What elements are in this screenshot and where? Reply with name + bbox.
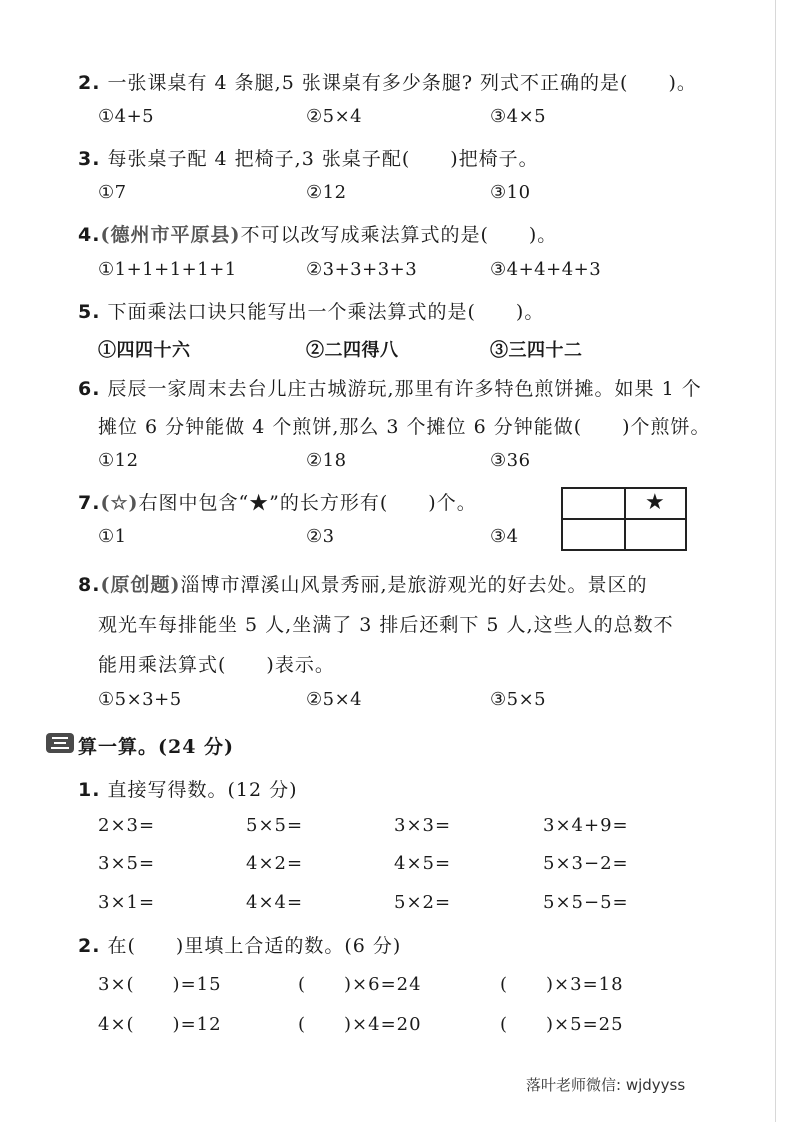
- fill-blank-item: ( )×4=20: [298, 1014, 422, 1035]
- option-c: ③4+4+4+3: [490, 259, 602, 280]
- fill-blank-item: 3×( )=15: [98, 974, 222, 995]
- calc-item: 3×3=: [394, 815, 452, 836]
- calc-item: 5×3−2=: [543, 853, 629, 874]
- rectangle-grid-figure: [561, 487, 687, 551]
- question-number: 7.: [78, 492, 101, 514]
- page-edge-line: [775, 0, 776, 1122]
- option-b: ②3+3+3+3: [306, 259, 418, 280]
- calc-item: 3×4+9=: [543, 815, 629, 836]
- star-icon: ★: [645, 490, 665, 515]
- option-c: ③4×5: [490, 106, 547, 127]
- option-a: ①1: [98, 526, 127, 547]
- calc-item: 2×3=: [98, 815, 156, 836]
- fill-blank-item: ( )×6=24: [298, 974, 422, 995]
- option-b: ②12: [306, 182, 347, 203]
- question-number: 1.: [78, 779, 101, 801]
- fill-blank-item: ( )×3=18: [500, 974, 624, 995]
- question-8: [78, 570, 647, 597]
- question-number: 2.: [78, 935, 101, 957]
- section-heading: [78, 732, 234, 759]
- option-c: ③5×5: [490, 689, 547, 710]
- option-c: ③三四十二: [490, 340, 583, 361]
- option-c: ③36: [490, 450, 531, 471]
- question-7: [78, 488, 477, 515]
- question-text-line1: 辰辰一家周末去台儿庄古城游玩,那里有许多特色煎饼摊。如果 1 个: [107, 378, 702, 400]
- question-text: 直接写得数。(12 分): [107, 779, 298, 801]
- question-number: 4.: [78, 224, 101, 246]
- question-text: 每张桌子配 4 把椅子,3 张桌子配( )把椅子。: [107, 148, 539, 170]
- sub-question-2: [78, 931, 401, 958]
- option-b: ②二四得八: [306, 340, 399, 361]
- question-text: 右图中包含“★”的长方形有( )个。: [138, 492, 477, 514]
- section-score: (24 分): [158, 736, 235, 758]
- option-a: ①4+5: [98, 106, 155, 127]
- calc-item: 3×5=: [98, 853, 156, 874]
- sub-question-1: [78, 775, 298, 802]
- question-text: 下面乘法口诀只能写出一个乘法算式的是( )。: [107, 301, 545, 323]
- question-number: 2.: [78, 72, 101, 94]
- footer-watermark: 落叶老师微信: wjdyyss: [526, 1076, 686, 1094]
- section-title: 算一算。: [78, 736, 159, 758]
- calc-item: 4×4=: [246, 892, 304, 913]
- calc-item: 5×2=: [394, 892, 452, 913]
- question-number: 8.: [78, 574, 101, 596]
- option-b: ②5×4: [306, 689, 363, 710]
- calc-item: 5×5−5=: [543, 892, 629, 913]
- question-3: [78, 144, 539, 171]
- question-text: 一张课桌有 4 条腿,5 张课桌有多少条腿? 列式不正确的是( )。: [107, 72, 697, 94]
- question-6: [78, 374, 702, 401]
- question-text-line3: 能用乘法算式( )表示。: [98, 654, 335, 676]
- option-a: ①四四十六: [98, 340, 191, 361]
- fill-blank-item: ( )×5=25: [500, 1014, 624, 1035]
- option-a: ①7: [98, 182, 127, 203]
- option-c: ③4: [490, 526, 519, 547]
- question-number: 5.: [78, 301, 101, 323]
- difficulty-tag: (☆): [100, 492, 139, 514]
- fill-blank-item: 4×( )=12: [98, 1014, 222, 1035]
- section-three-icon: [46, 733, 74, 753]
- question-2: [78, 68, 697, 95]
- question-5: [78, 297, 544, 324]
- question-text: 在( )里填上合适的数。(6 分): [107, 935, 402, 957]
- calc-item: 4×2=: [246, 853, 304, 874]
- calc-item: 5×5=: [246, 815, 304, 836]
- grid-horizontal-divider: [563, 518, 685, 520]
- option-a: ①12: [98, 450, 139, 471]
- question-source-tag: (原创题): [100, 574, 181, 596]
- option-b: ②3: [306, 526, 335, 547]
- question-number: 3.: [78, 148, 101, 170]
- option-a: ①1+1+1+1+1: [98, 259, 237, 280]
- question-source-tag: (德州市平原县): [100, 224, 241, 246]
- option-b: ②5×4: [306, 106, 363, 127]
- calc-item: 3×1=: [98, 892, 156, 913]
- question-text: 不可以改写成乘法算式的是( )。: [240, 224, 558, 246]
- question-4: [78, 220, 557, 247]
- question-text-line1: 淄博市潭溪山风景秀丽,是旅游观光的好去处。景区的: [180, 574, 648, 596]
- question-text-line2: 观光车每排能坐 5 人,坐满了 3 排后还剩下 5 人,这些人的总数不: [98, 614, 674, 636]
- question-text-line2: 摊位 6 分钟能做 4 个煎饼,那么 3 个摊位 6 分钟能做( )个煎饼。: [98, 416, 711, 438]
- question-number: 6.: [78, 378, 101, 400]
- option-b: ②18: [306, 450, 347, 471]
- option-a: ①5×3+5: [98, 689, 182, 710]
- calc-item: 4×5=: [394, 853, 452, 874]
- option-c: ③10: [490, 182, 531, 203]
